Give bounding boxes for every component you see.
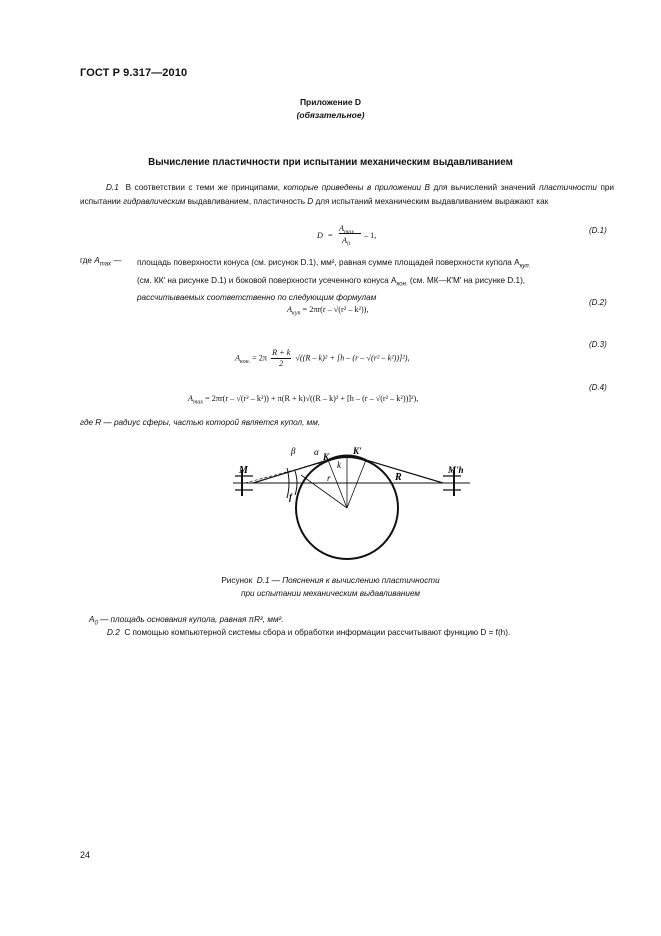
formula-d3-fraction: $\frac{R + k}{2}$ xyxy=(272,348,291,368)
paragraph-d1-text: для вычислений значений xyxy=(430,183,540,192)
cone-line-left xyxy=(253,460,328,483)
paragraph-d1-emph: которые приведены в приложении В xyxy=(283,183,431,192)
formula-d1-denominator: $A_0$ xyxy=(342,236,351,248)
radius-line-3 xyxy=(347,460,366,508)
formula-d1-fraction-bar xyxy=(339,233,361,234)
formula-d2-number: (D.2) xyxy=(589,298,607,307)
cone-line-right xyxy=(366,460,443,483)
label-f: f xyxy=(289,492,292,502)
appendix-status: (обязательное) xyxy=(296,110,365,120)
paragraph-d1-emph: гидравлическим xyxy=(123,196,186,206)
label-alpha: α xyxy=(314,447,319,457)
formula-d1-lhs: D xyxy=(317,231,323,240)
page-number: 24 xyxy=(80,850,91,860)
label-beta: β xyxy=(291,446,296,456)
label-M: M xyxy=(239,465,248,476)
where-amax-line1: площадь поверхности конуса (см. рисунок D.1), мм², равная сумме площадей поверхности купола $A_{куп.}$ xyxy=(137,258,531,270)
formula-d1-numerator: $A_{max}$ xyxy=(339,224,355,236)
paragraph-d1-text: при испытании xyxy=(80,183,615,206)
formula-d3: $A_{кон.} = 2\pi$ $\frac{R + k}{2}$ √((R – k)² + [h – (r – √(r² – k²))]²), xyxy=(235,348,410,368)
paragraph-d1-text: выдавливанием, пластичность xyxy=(185,196,308,206)
label-R: R xyxy=(395,472,402,483)
where-a0: $A_0$ — площадь основания купола, равная πR², мм². xyxy=(89,615,284,627)
where-amax-text xyxy=(137,256,616,304)
figure-d1 xyxy=(225,438,475,578)
formula-d4-number: (D.4) xyxy=(589,383,607,392)
paragraph-d1-text: В соответствии с теми же принципами, xyxy=(125,183,284,192)
formula-d1-number: (D.1) xyxy=(589,226,607,235)
formula-d1-tail: – 1, xyxy=(364,231,377,240)
standard-header: ГОСТ Р 9.317—2010 xyxy=(80,67,188,79)
label-r: r xyxy=(327,473,331,483)
formula-d3-number: (D.3) xyxy=(589,340,607,349)
figure-caption-line2: при испытании механическим выдавливанием xyxy=(240,589,421,598)
label-Mh: M'h xyxy=(448,465,464,475)
paragraph-d1-ref: D.1 xyxy=(106,183,119,192)
formula-d1-eq: = xyxy=(328,231,333,240)
figure-caption-line1: Рисунок D.1 — Пояснения к вычислению пластичности xyxy=(221,576,440,585)
paragraph-d1-text: для испытаний механическим выдавливанием выражают как xyxy=(313,196,549,206)
where-amax-line3: рассчитываемых соответственно по следующим формулам xyxy=(137,293,377,303)
paragraph-d1 xyxy=(80,181,614,208)
where-amax-label: где $A_{max}$ — xyxy=(80,256,122,268)
section-title: Вычисление пластичности при испытании механическим выдавливанием xyxy=(148,157,513,168)
formula-d4: $A_{max} = 2\pi r(r - √(r^2 - k^2)) + \pi(R + k)√((R - k)^2 + [h - (r - √(r^2 - k^2))]^2)$, xyxy=(188,394,419,406)
formula-d2: $A_{куп} = 2\pi r(r - √(r^2 - k^2))$, xyxy=(287,305,369,317)
label-k: k xyxy=(337,460,341,470)
where-amax-line2: (см. КК' на рисунке D.1) и боковой поверхности усеченного конуса $A_{кон.}$ (см. МК—К'М' на рисунке D.1), xyxy=(137,275,526,288)
paragraph-d1-emph: D xyxy=(307,196,314,206)
paragraph-d1-emph: пластичности xyxy=(539,183,597,192)
label-Kp: K' xyxy=(353,446,362,456)
label-K: K xyxy=(323,452,330,462)
appendix-title: Приложение D xyxy=(299,97,362,107)
where-r: где R — радиус сферы, частью которой является купол, мм, xyxy=(80,418,321,427)
paragraph-d2: D.2 С помощью компьютерной системы сбора и обработки информации рассчитывают функцию D = f(h). xyxy=(107,628,511,637)
